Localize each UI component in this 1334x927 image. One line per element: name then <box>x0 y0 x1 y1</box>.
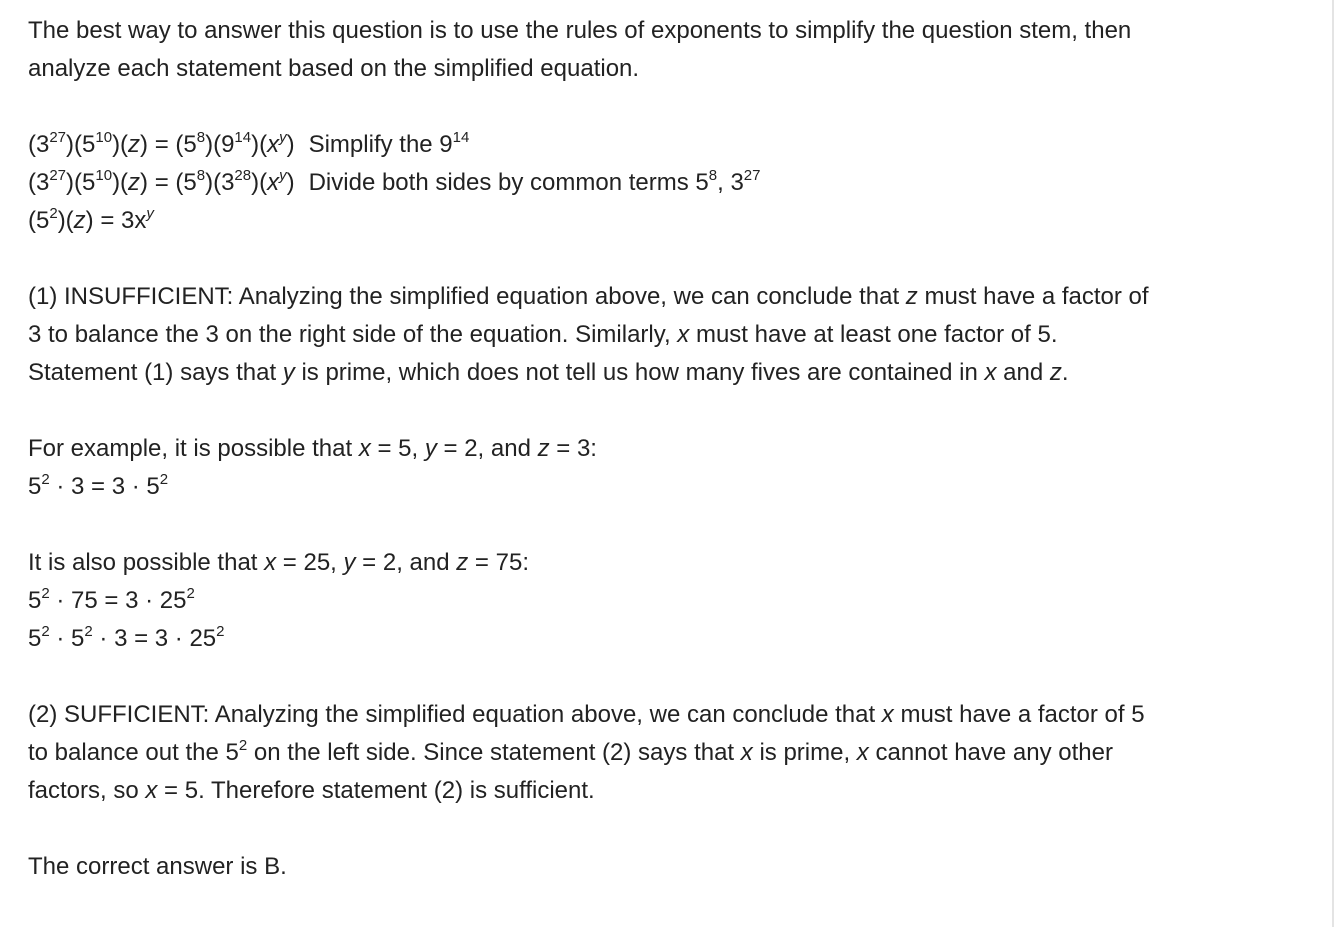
statement-2-line-2: to balance out the $5^2$ on the left side. Since statement (2) says that x is prime, x cannot have any other <box>28 737 1113 766</box>
example-1-equation: $5^2 \cdot 3 = 3 \cdot 5^2$ <box>28 471 169 500</box>
statement-2-paragraph <box>28 696 1298 810</box>
step-3-equation: $(5^2)(z) = 3x^y$ <box>28 205 154 234</box>
step-2-equation: $(3^{27})(5^{10})(z) = (5^8)(3^{28})(x^y)$ <box>28 167 295 196</box>
intro-line-1: The best way to answer this question is to use the rules of exponents to simplify the question stem, then <box>28 17 1132 44</box>
statement-1-line-3: Statement (1) says that y is prime, which does not tell us how many fives are contained in x and z. <box>28 359 1069 386</box>
example-2-equation-1: $5^2 \cdot 75 = 3 \cdot 25^2$ <box>28 585 195 614</box>
statement-2-line-1 <box>28 696 1298 734</box>
example-2-text: It is also possible that x = 25, y = 2, and z = 75: <box>28 549 529 576</box>
step-2 <box>28 164 1298 202</box>
intro-line-2: analyze each statement based on the simplified equation. <box>28 55 640 82</box>
statement-2-line-3: factors, so x = 5. Therefore statement (2) is sufficient. <box>28 777 595 804</box>
step-1-equation: $(3^{27})(5^{10})(z) = (5^8)(9^{14})(x^y)$ <box>28 129 295 158</box>
example-1-text: For example, it is possible that x = 5, y = 2, and z = 3: <box>28 435 597 462</box>
statement-1-line-2: 3 to balance the 3 on the right side of the equation. Similarly, x must have at least one factor of 5. <box>28 321 1058 348</box>
step-1-note: Simplify the $9^{14}$ <box>308 129 470 158</box>
example-1-paragraph <box>28 430 1298 506</box>
simplification-steps <box>28 126 1298 240</box>
example-2-equation-2: $5^2 \cdot 5^2 \cdot 3 = 3 \cdot 25^2$ <box>28 623 225 652</box>
statement-1-line-1 <box>28 278 1298 316</box>
step-2-note: Divide both sides by common terms $5^8$, $3^{27}$ <box>308 167 761 196</box>
statement-2-label: (2) SUFFICIENT: <box>28 701 210 728</box>
step-3 <box>28 202 1298 240</box>
intro-paragraph <box>28 12 1298 88</box>
statement-1-label: (1) INSUFFICIENT: <box>28 283 234 310</box>
statement-2-text-1: Analyzing the simplified equation above, we can conclude that x must have a factor of 5 <box>214 701 1145 728</box>
statement-1-text-1: Analyzing the simplified equation above, we can conclude that z must have a factor of <box>238 283 1149 310</box>
example-2-paragraph <box>28 544 1298 658</box>
statement-1-paragraph <box>28 278 1298 392</box>
explanation-content <box>28 12 1298 924</box>
conclusion: The correct answer is B. <box>28 853 287 880</box>
step-1 <box>28 126 1298 164</box>
